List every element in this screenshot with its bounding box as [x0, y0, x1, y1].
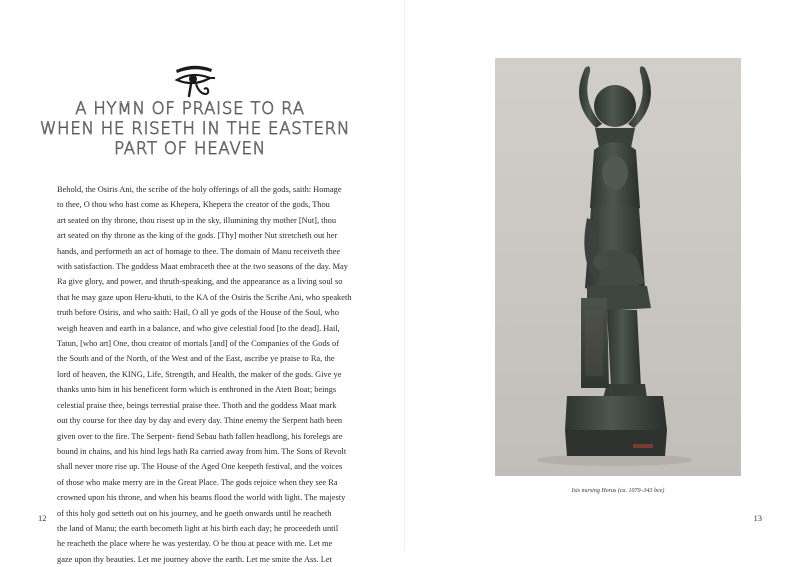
- text-line: thanks unto him in his beneficent form which is enthroned in the Atett Boat; beings: [57, 385, 337, 395]
- text-line: of those who make merry are in the Great Place. The gods rejoice when they see Ra: [57, 477, 338, 487]
- text-line: to thee, O thou who hast come as Khepera, Khepera the creator of the gods, Thou: [57, 200, 330, 210]
- text-line: bound in chains, and his hind legs hath Ra carried away from him. The Sons of Revolt: [57, 446, 347, 456]
- title-line: WHEN HE RISETH IN THE EASTERN: [40, 119, 351, 138]
- text-line: lord of heaven, the KING, Life, Strength, and Health, the maker of the gods. Give ye: [57, 369, 342, 379]
- text-line: of this holy god setteth out on his journey, and he goeth onwards until he reacheth: [57, 508, 332, 518]
- page-number-right: 13: [753, 513, 762, 523]
- text-line: weigh heaven and earth in a balance, and who give celestial food [to the dead]. Hail,: [57, 323, 340, 333]
- text-line: celestial praise thee, beings terrestial praise thee. Thoth and the goddess Maat mark: [57, 400, 337, 410]
- photo-caption: Isis nursing Horus (ca. 1070–343 bce): [571, 488, 665, 494]
- right-page: [405, 0, 810, 551]
- text-line: shall never more rise up. The House of the Aged One keepeth festival, and the voices: [57, 462, 343, 472]
- text-line: the South and of the North, of the West and of the East, ascribe ye praise to Ra, the: [57, 354, 335, 364]
- page-number-left: 12: [38, 513, 47, 523]
- text-line: hands, and performeth an act of homage to thee. The domain of Manu receiveth thee: [57, 246, 341, 256]
- text-line: he reacheth the place where he was yesterday. O be thou at peace with me. Let me: [57, 539, 333, 549]
- title-line: PART OF HEAVEN: [114, 139, 266, 158]
- text-line: with satisfaction. The goddess Maat embraceth thee at the two seasons of the day. May: [57, 262, 348, 272]
- text-line: art seated on thy throne as the king of the gods. [Thy] mother Nut stretcheth out her: [57, 231, 338, 241]
- chapter-title: [40, 99, 351, 159]
- statuette-illustration: [495, 58, 741, 476]
- text-line: Behold, the Osiris Ani, the scribe of the holy offerings of all the gods, saith: Homage: [57, 185, 342, 194]
- hymn-body-text: [57, 182, 363, 567]
- text-line: that he may gaze upon Heru-khuti, to the KA of the Osiris the Scribe Ani, who speaketh: [57, 292, 352, 302]
- isis-horus-photo: [495, 58, 741, 476]
- title-line: A HYMN OF PRAISE TO RA: [75, 99, 305, 118]
- eye-of-horus-icon: [172, 63, 216, 99]
- text-line: out thy course for thee day by day and every day. Thine enemy the Serpent hath been: [57, 416, 343, 426]
- text-line: given over to the fire. The Serpent- fiend Sebau hath fallen headlong, his forelegs are: [57, 431, 343, 441]
- text-line: art seated on thy throne, thou risest up in the sky, illumining thy mother [Nut], thou: [57, 215, 337, 225]
- text-line: Tatun, [who art] One, thou creator of mortals [and] of the Companies of the Gods of: [57, 339, 339, 349]
- text-line: gaze upon thy beauties. Let me journey above the earth. Let me smite the Ass. Let: [57, 554, 332, 564]
- text-line: crowned upon his throne, and when his beams flood the world with light. The majesty: [57, 493, 346, 503]
- text-line: truth before Osiris, and who saith: Hail, O all ye gods of the House of the Soul, who: [57, 308, 339, 318]
- left-page: [0, 0, 405, 564]
- text-line: the land of Manu; the earth becometh light at his birth each day; he proceedeth until: [57, 523, 339, 533]
- text-line: Ra give glory, and power, and thruth-speaking, and the appearance as a living soul so: [57, 277, 343, 287]
